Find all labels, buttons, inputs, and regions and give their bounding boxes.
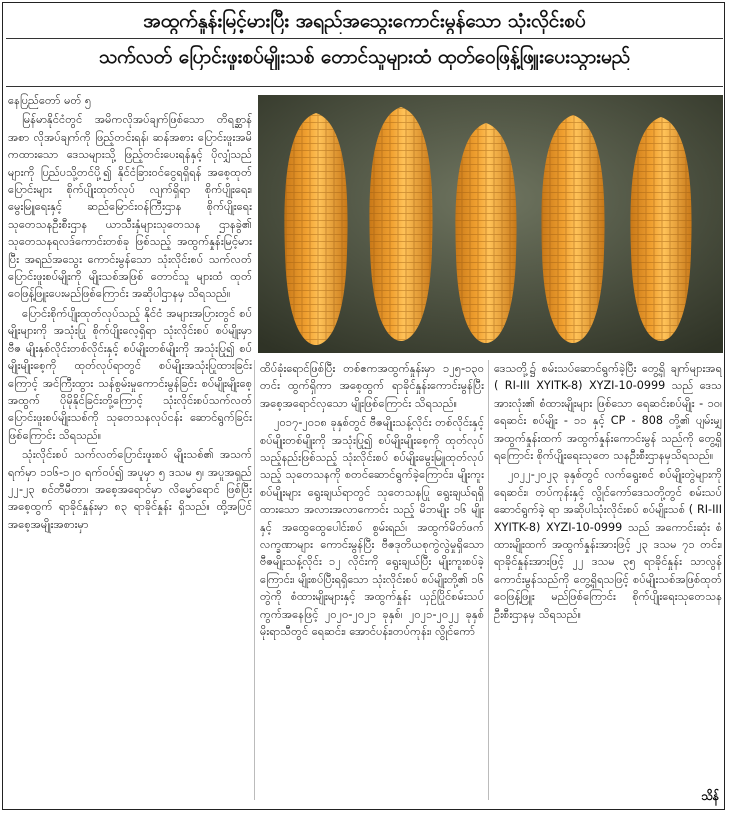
column-divider-2 [488,360,489,800]
author-signature: သိန် [701,789,719,803]
paragraph-6: ဒေသတို့၌ စမ်းသပ်ဆောင်ရွက်ခဲ့ပြီး တွေ့ရှိ ချက်များအရ ( RI-III XYITK-8) XYZI-10-0999 သည် ဒေသအားလုံး၏ စံထားမျိုးများ ဖြစ်သော ရေဆင်းစပ်မျိုး - ၁၀၊ ရေဆင်း စပ်မျိုး - ၁၁ နှင့် CP - 808 တို့၏ ပျမ်းမျှ အထွက်နှုန်းထက် အထွက်နှုန်းကောင်းမွန် သည်ကို တွေ့ရှိရကြောင်း စိုက်ပျိုးရေးသုတေ သနဦးစီးဌာနမှသိရသည်။ [494,362,722,463]
paragraph-7: ၂၀၂၂-၂၀၂၃ ခုနှစ်တွင် လက်ရွေးစင် စပ်မျိုးတွဲများကို ရေဆင်း၊ တပ်ကုန်းနှင့် လွိုင်ကော်ဒေသတို့တွင် စမ်းသပ်ဆောင်ရွက်ခဲ့ ရာ အဆိုပါသုံးလိုင်းစပ် စပ်မျိုးသစ် ( RI-III XYITK-8) XYZI-10-0999 သည် အကောင်းဆုံး စံထားမျိုးထက် အထွက်နှုန်းအားဖြင့် ၂၃ ဒသမ ၇၁ တင်း၊ ရာခိုင်နှုန်းအားဖြင့် ၂၂ ဒသမ ၃၅ ရာခိုင်နှုန်း သာလွန်ကောင်းမွန်သည်ကို တွေ့ရှိရသဖြင့် စပ်မျိုးသစ်အဖြစ်ထုတ်ဝေဖြန့်ဖြူး မည်ဖြစ်ကြောင်း စိုက်ပျိုးရေးသုတေသန ဦးစီးဌာနမှ သိရသည်။ [494,468,722,621]
corn-ear [284,113,347,345]
column-divider-1 [254,360,255,800]
corn-ears-image [258,95,723,353]
headline-line-2: သက်လတ် ပြောင်းဖူးစပ်မျိုးသစ် တောင်သူများထံ ထုတ်ဝေဖြန့်ဖြူးပေးသွားမည် [98,46,631,68]
paragraph-5: ၂၀၁၇-၂၀၁၈ ခုနှစ်တွင် ဗီဇမျိုးသန့်လိုင်း တစ်လိုင်းနှင့် စပ်မျိုးတစ်မျိုးကို အသုံးပြု၍ စပ်မျိုးမျိုးစေ့ကို ထုတ်လုပ်သည့်နည်းဖြစ်သည့် သုံးလိုင်းစပ် စပ်မျိုးမွေးမြူထုတ်လုပ်သည့် သုတေသနကို စတင်ဆောင်ရွက်ခဲ့ကြောင်း၊ မျိုးကူးစပ်မျိုးများ ရွေးချယ်ရာတွင် သုတေသနပြု ရွေးချယ်ရရှိထားသော အလားအလာကောင်း သည့် မိဘမျိုး ၁၆ မျိုးနှင့် အထွေထွေပေါင်းစပ် စွမ်းရည်၊ အထွက်မိတ်ဖက်လက္ခဏာများ ကောင်းမွန်ပြီး ဗီဇဒုတိယစုကွဲလွဲမှုရှိသော ဗီဇမျိုးသန့်လိုင်း ၁၂ လိုင်းကို ရွေးချယ်ပြီး မျိုးကူးစပ်ခဲ့ကြောင်း၊ မျိုးစပ်ပြီးရရှိသော သုံးလိုင်းစပ် စပ်မျိုးတို့၏ ၁၆ တွဲကို စံထားမျိုးများနှင့် အထွက်နှုန်း ယှဉ်ပြိုင်စမ်းသပ်ကွက်အနေဖြင့် ၂၀၂၀-၂၀၂၁ ခုနှစ်၊ ၂၀၂၁-၂၀၂၂ ခုနှစ် မိုးရာသီတွင် ရေဆင်း၊ အောင်ပန်း၊တပ်ကုန်း၊ လွိုင်ကော် [260,416,484,639]
corn-ear [541,115,604,343]
dateline: နေပြည်တော် မတ် ၅ [8,94,92,107]
corn-ear [455,123,516,343]
corn-ear [630,117,691,341]
headline-bottom-rule [6,86,723,87]
article-column-3 [494,360,722,790]
corn-ear [369,107,432,341]
corn-photo [258,95,723,353]
headline-line-1: အထွက်နှုန်းမြင့်မားပြီး အရည်အသွေးကောင်းမွန်သော သုံးလိုင်းစပ် [143,10,586,32]
paragraph-1: မြန်မာနိုင်ငံတွင် အမိကလိုအပ်ချက်ဖြစ်သော တိရစ္ဆာန်အစာ လိုအပ်ချက်ကို ဖြည့်တင်းရန်၊ ဆန်အစား ပြောင်းဖူးအမိကထားသော ဒေသများသို့ ဖြည့်တင်းပေးရန်နှင့် ပိုလျှံသည်များကို ပြည်ပသို့တင်ပို့၍ နိုင်ငံခြားဝင်ငွေရရှိရန် အစေ့ထုတ်ပြောင်းများ စိုက်ပျိုးထုတ်လုပ် လျက်ရှိရာ စိုက်ပျိုးရေး၊ မွေးမြူရေးနှင့် ဆည်မြောင်းဝန်ကြီးဌာန စိုက်ပျိုးရေး သုတေသနဦးစီးဌာန ယာသီးနှံများသုတေသန ဌာနခွဲ၏ သုတေသနရလဒ်ကောင်းတစ်ခု ဖြစ်သည့် အထွက်နှုန်းမြင့်မားပြီး အရည်အသွေး ကောင်းမွန်သော သုံးလိုင်းစပ် သက်လတ် ပြောင်းဖူးစပ်မျိုးကို မျိုးသစ်အဖြစ် တောင်သူ များထံ ထုတ်ဝေဖြန့်ဖြူးပေးမည်ဖြစ်ကြောင်း အဆိုပါဌာနမှ သိရသည်။ [8,113,252,301]
paragraph-2: ပြောင်းစိုက်ပျိုးထုတ်လုပ်သည့် နိုင်ငံ အများအပြားတွင် စပ်မျိုးများကို အသုံးပြု စိုက်ပျိုးလေ့ရှိရာ သုံးလိုင်းစပ် စပ်မျိုးမှာ ဗီဇ မျိုးနှစ်လိုင်းတစ်လိုင်းနှင့် စပ်မျိုးတစ်မျိုးကို အသုံးပြု၍ စပ်မျိုးမျိုးစေ့ကို ထုတ်လုပ်ရာတွင် စပ်မျိုးအသုံးပြုထားခြင်းကြောင့် အင်ကြီးထွား သန်စွမ်းမှုကောင်းမွန်ခြင်း စပ်မျိုးမျိုးစေ့ အထွက် ပိုမိုနိုင်ခြင်းတို့ကြောင့် သုံးလိုင်းစပ်သက်လတ် ပြောင်းဖူးစပ်မျိုးသစ်ကို သုတေသနလုပ်ငန်း ဆောင်ရွက်ခြင်းဖြစ်ကြောင်း သိရသည်။ [8,306,252,442]
article-column-1 [8,92,252,804]
headline-divider [6,38,723,39]
paragraph-4: ထိပ်ခုံးရောင်ဖြစ်ပြီး တစ်ဧကအထွက်နှုန်းမှာ ၁၂၅-၁၃၀ တင်း ထွက်ရှိကာ အစေ့ထွက် ရာခိုင်နှုန်းကောင်းမွန်ပြီး အစေ့အရောင်လှသော မျိုးဖြစ်ကြောင်း သိရသည်။ [260,362,484,410]
article-column-2 [260,360,484,806]
paragraph-3: သုံးလိုင်းစပ် သက်လတ်ပြောင်းဖူးစပ် မျိုးသစ်၏ အသက်ရက်မှာ ၁၁၆-၁၂၀ ရက်ဝပ်၍ အပူမှာ ၅ ဒသမ ၅၊ အပူအရှည် ၂၂-၂၃ စင်တီမီတာ၊ အစေ့အရောင်မှာ လိမ္မော်ရောင် ဖြစ်ပြီး အစေ့ထွက် ရာခိုင်နှုန်းမှာ ၈၃ ရာခိုင်နှုန်း ရှိသည်။ ထို့အပြင် အစေ့အမျိုးအစားမှာ [8,448,252,531]
